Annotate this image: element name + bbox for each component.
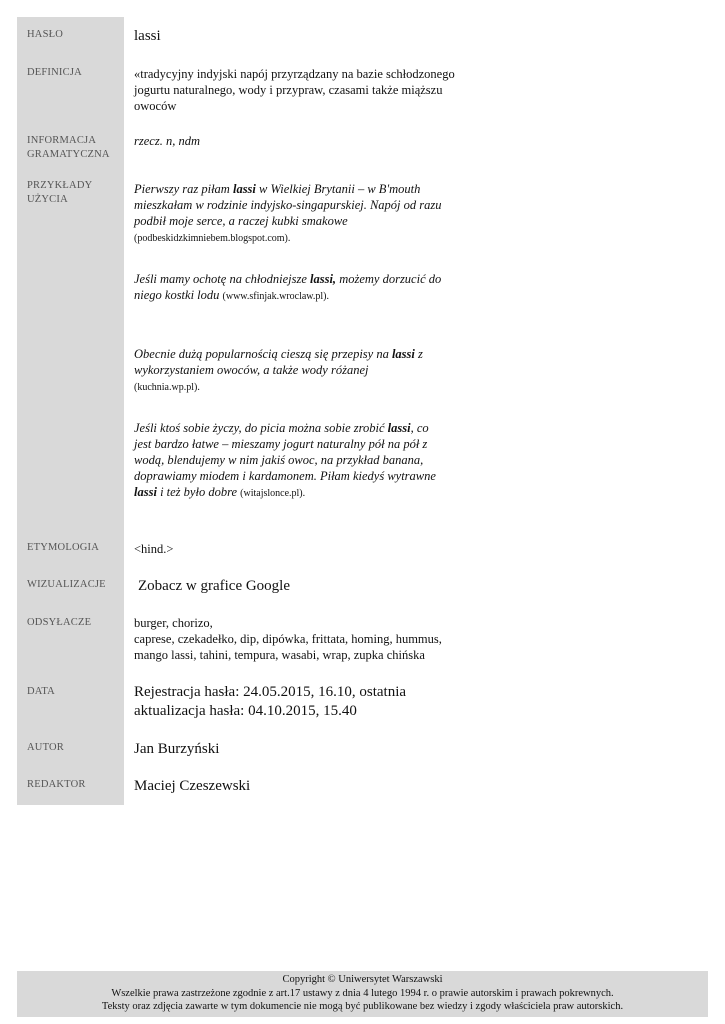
label-autor: AUTOR [27, 742, 64, 753]
example-4 [134, 420, 444, 502]
example-text: Obecnie dużą popularnością cieszą się przepisy na [134, 347, 392, 361]
footer-notice: Teksty oraz zdjęcia zawarte w tym dokumencie nie mogą być publikowane bez wiedzy i zgody właściciela praw autorskich. [101, 1001, 624, 1012]
definition: «tradycyjny indyjski napój przyrządzany na bazie schłodzonego jogurtu naturalnego, wody i przypraw, czasami także miąższu owoców [134, 67, 455, 113]
example-1 [134, 181, 469, 247]
author-name: Jan Burzyński [134, 741, 220, 757]
example-text: , co jest bardzo łatwe – mieszamy jogurt naturalny pół na pół z wodą, blendujemy w nim jakiś owoc, na przykład banana, doprawiamy miodem i kardamonem. Piłam kiedyś wytrawne [134, 421, 436, 483]
crossref-line[interactable]: caprese, czekadełko, dip, dipówka, frittata, homing, hummus, [134, 632, 442, 646]
example-text: i też było dobre [156, 485, 241, 499]
etymology: <hind.> [134, 542, 174, 556]
label-przyklady-line1: PRZYKŁADY [27, 180, 93, 191]
label-odsylacze: ODSYŁACZE [27, 617, 92, 628]
example-text: z wykorzystaniem owoców, a także wody różanej [134, 347, 423, 377]
example-source: (kuchnia.wp.pl). [134, 382, 200, 393]
example-keyword: lassi [391, 347, 415, 361]
example-source: (podbeskidzkimniebem.blogspot.com). [134, 233, 291, 244]
example-text: Pierwszy raz piłam [134, 182, 233, 196]
example-3 [134, 346, 434, 396]
example-text: Jeśli ktoś sobie życzy, do picia można sobie zrobić [134, 421, 388, 435]
label-redaktor: REDAKTOR [27, 779, 86, 790]
date-info [134, 683, 494, 721]
example-text: możemy dorzucić do niego kostki lodu [134, 272, 442, 302]
crossref-line[interactable]: mango lassi, tahini, tempura, wasabi, wrap, zupka chińska [134, 648, 425, 662]
example-text: w Wielkiej Brytanii – w B'mouth mieszkałam w rodzinie indyjsko-singapurskiej. Napój od razu podbił moje serce, a raczej kubki smakowe [134, 182, 442, 228]
footer-rights: Wszelkie prawa zastrzeżone zgodnie z art.17 ustawy z dnia 4 lutego 1994 r. o prawie autorskim i prawach pokrewnych. [111, 987, 614, 999]
label-data: DATA [27, 686, 55, 697]
headword: lassi [134, 28, 161, 44]
example-keyword: lassi [387, 421, 411, 435]
example-keyword: lassi [232, 182, 256, 196]
footer-copyright: Copyright © Uniwersytet Warszawski [282, 974, 443, 985]
example-keyword: lassi, [310, 272, 337, 286]
label-informacja [27, 134, 122, 162]
example-source: (www.sfinjak.wroclaw.pl). [222, 291, 329, 302]
label-etymologia: ETYMOLOGIA [27, 542, 99, 553]
label-haslo: HASŁO [27, 29, 64, 40]
example-2 [134, 271, 464, 305]
example-keyword: lassi [134, 485, 157, 499]
label-przyklady [27, 179, 122, 207]
label-informacja-line2: GRAMATYCZNA [27, 149, 110, 160]
label-informacja-line1: INFORMACJA [27, 135, 97, 146]
date-line: aktualizacja hasła: 04.10.2015, 15.40 [134, 703, 357, 719]
crossref-line[interactable]: burger, chorizo, [134, 616, 213, 630]
example-text: Jeśli mamy ochotę na chłodniejsze [134, 272, 310, 286]
date-line: Rejestracja hasła: 24.05.2015, 16.10, ostatnia [134, 684, 407, 700]
label-wizualizacje: WIZUALIZACJE [27, 579, 106, 590]
label-przyklady-line2: UŻYCIA [27, 194, 68, 205]
google-images-link[interactable]: Zobacz w grafice Google [138, 578, 291, 594]
grammar-info: rzecz. n, ndm [134, 134, 200, 148]
label-definicja: DEFINICJA [27, 67, 82, 78]
example-source: (witajslonce.pl). [240, 488, 306, 499]
editor-name: Maciej Czeszewski [134, 778, 251, 794]
copyright-footer [17, 971, 708, 1017]
cross-references [134, 615, 474, 663]
